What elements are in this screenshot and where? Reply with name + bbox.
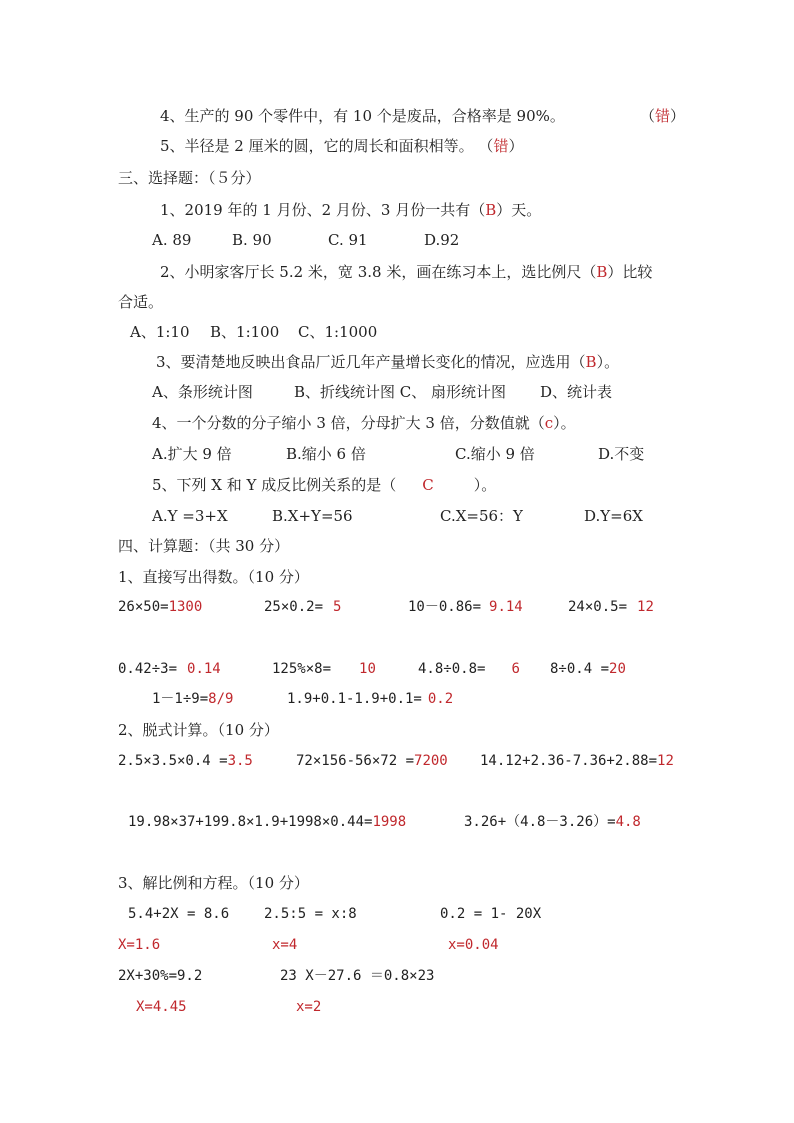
choice-q4-opt-d: D.不变 bbox=[598, 445, 645, 463]
equation-answer: X=4.45 bbox=[136, 999, 187, 1015]
choice-q2-opt-a: A、1:10 bbox=[130, 323, 190, 341]
calc1-item: 1.9+0.1-1.9+0.1= 0.2 bbox=[287, 691, 454, 707]
equation: 0.2 = 1- 20X bbox=[440, 906, 542, 922]
choice-q4: 4、一个分数的分子缩小 3 倍，分母扩大 3 倍，分数值就（c）。 bbox=[152, 414, 576, 432]
choice-q5-opt-c: C.X=56：Y bbox=[440, 507, 523, 525]
calc1-item: 10－0.86= 9.14 bbox=[408, 599, 523, 615]
equation: 23 X－27.6 ＝0.8×23 bbox=[280, 968, 435, 984]
choice-q3-opt-d: D、统计表 bbox=[540, 383, 613, 401]
calc1-item: 24×0.5= 12 bbox=[568, 599, 654, 615]
calc-part2-title: 2、脱式计算。（10 分） bbox=[118, 721, 279, 739]
choice-q5: 5、下列 X 和 Y 成反比例关系的是（ C ）。 bbox=[152, 476, 497, 494]
calc1-item: 0.42÷3= 0.14 bbox=[118, 661, 221, 677]
choice-q1-opt-d: D.92 bbox=[424, 231, 460, 249]
equation: 2X+30%=9.2 bbox=[118, 968, 203, 984]
calc2-item: 19.98×37+199.8×1.9+1998×0.44=1998 bbox=[128, 814, 407, 830]
section-4-title: 四、计算题：（共 30 分） bbox=[118, 537, 290, 555]
choice-q1-opt-c: C. 91 bbox=[328, 231, 368, 249]
calc1-item: 4.8÷0.8= 6 bbox=[418, 661, 520, 677]
calc2-item: 14.12+2.36-7.36+2.88=12 bbox=[480, 753, 674, 769]
calc1-item: 1－1÷9=8/9 bbox=[152, 691, 234, 707]
choice-q4-opt-c: C.缩小 9 倍 bbox=[455, 445, 535, 463]
equation-answer: x=0.04 bbox=[448, 937, 499, 953]
calc2-item: 3.26+（4.8－3.26）=4.8 bbox=[464, 814, 641, 830]
calc-part3-title: 3、解比例和方程。（10 分） bbox=[118, 874, 309, 892]
choice-q5-opt-b: B.X+Y=56 bbox=[272, 507, 353, 525]
choice-q4-opt-a: A.扩大 9 倍 bbox=[152, 445, 232, 463]
calc1-item: 25×0.2= 5 bbox=[264, 599, 342, 615]
choice-q1: 1、2019 年的 1 月份、2 月份、3 月份一共有（B）天。 bbox=[160, 201, 542, 219]
choice-q2: 2、小明家客厅长 5.2 米，宽 3.8 米，画在练习本上，选比例尺（B）比较 bbox=[160, 263, 653, 281]
choice-q2-opt-c: C、1:1000 bbox=[298, 323, 378, 341]
choice-q5-opt-a: A.Y =3+X bbox=[152, 507, 228, 525]
judge-q5: 5、半径是 2 厘米的圆，它的周长和面积相等。 （错） bbox=[160, 137, 524, 155]
equation-answer: x=2 bbox=[296, 999, 322, 1015]
calc1-item: 8÷0.4 =20 bbox=[550, 661, 626, 677]
equation: 2.5:5 = x:8 bbox=[264, 906, 357, 922]
calc1-item: 125%×8= 10 bbox=[272, 661, 376, 677]
calc2-item: 2.5×3.5×0.4 =3.5 bbox=[118, 753, 253, 769]
calc2-item: 72×156-56×72 =7200 bbox=[296, 753, 448, 769]
calc-part1-title: 1、直接写出得数。（10 分） bbox=[118, 568, 309, 586]
choice-q4-opt-b: B.缩小 6 倍 bbox=[286, 445, 366, 463]
equation-answer: x=4 bbox=[272, 937, 298, 953]
calc1-item: 26×50=1300 bbox=[118, 599, 203, 615]
choice-q3: 3、要清楚地反映出食品厂近几年产量增长变化的情况，应选用（B）。 bbox=[156, 353, 620, 371]
equation: 5.4+2X = 8.6 bbox=[128, 906, 230, 922]
choice-q2-cont: 合适。 bbox=[118, 293, 164, 311]
choice-q1-opt-a: A. 89 bbox=[152, 231, 192, 249]
choice-q5-opt-d: D.Y=6X bbox=[584, 507, 643, 525]
choice-q3-opt-b: B、折线统计图 C、 扇形统计图 bbox=[294, 383, 507, 401]
choice-q3-opt-a: A、条形统计图 bbox=[152, 383, 253, 401]
equation-answer: X=1.6 bbox=[118, 937, 161, 953]
choice-q1-opt-b: B. 90 bbox=[232, 231, 272, 249]
section-3-title: 三、选择题：（５分） bbox=[118, 169, 261, 187]
choice-q2-opt-b: B、1:100 bbox=[210, 323, 280, 341]
judge-q4: 4、生产的 90 个零件中，有 10 个是废品，合格率是 90%。 bbox=[160, 107, 565, 125]
judge-q4-answer: （错） bbox=[640, 107, 686, 125]
